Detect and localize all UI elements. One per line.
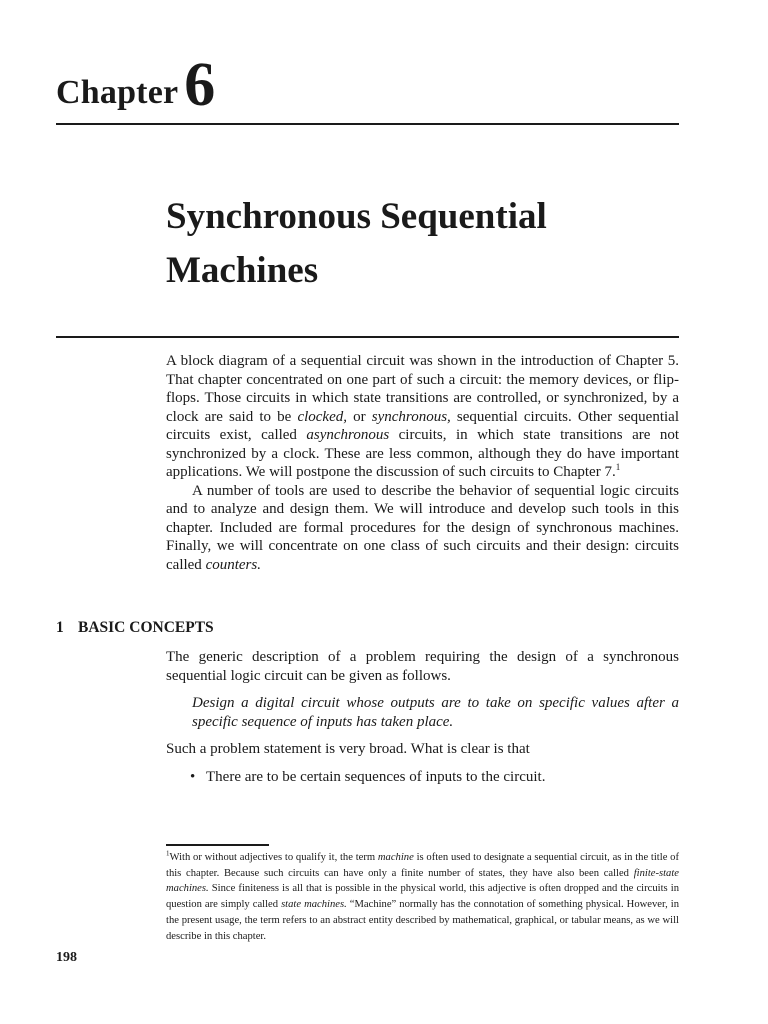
text-run: A number of tools are used to describe the behavior of sequential logic circuits and to analyze and design them. We will introduce and develop such tools in this chapter. Included are formal procedures for the design of synchronous machines. Finally, we will concentrate on one class of such circuits and their design: circuits called: [166, 482, 679, 573]
text-run: Since finiteness is all that is possible in the physical world, this adjective is often dropped and the circuits in question are simply called: [166, 883, 679, 911]
list-item-text: There are to be certain sequences of inputs to the circuit.: [206, 769, 546, 785]
text-run: circuits, in which state transitions are not synchronized by a clock. These are less common, although they do have important applications. We will postpone the discussion of such circuits to Chapter 7.: [166, 427, 679, 480]
section-paragraph-2: Such a problem statement is very broad. What is clear is that: [166, 741, 530, 757]
problem-quote: Design a digital circuit whose outputs are to take on specific values after a specific sequence of inputs has taken place.: [192, 695, 679, 730]
text-run: “Machine” normally has the connotation of something physical. However, in the present usage, the term refers to an abstract entity described by mathematical, graphical, or tabular means, as we will describe in this chapter.: [166, 899, 679, 942]
emphasis-text: finite-state machines.: [166, 867, 679, 895]
chapter-title: [166, 190, 686, 298]
list-item: [190, 768, 679, 787]
emphasis-text: machine: [377, 852, 414, 863]
emphasis-text: state machines.: [281, 899, 347, 911]
chapter-number: 6: [184, 51, 216, 119]
chapter-title-line2: Machines: [166, 250, 319, 291]
intro-paragraph-2: [166, 482, 679, 575]
intro-section: [166, 352, 679, 574]
text-run: With or without adjectives to qualify it, the term: [169, 852, 378, 863]
page-number: 198: [56, 950, 77, 965]
chapter-title-line1: Synchronous Sequential: [166, 196, 547, 237]
chapter-heading: [56, 51, 216, 119]
footnote-marker: 1: [615, 462, 621, 472]
title-rule: [56, 336, 679, 338]
footnote: [166, 850, 679, 944]
section-heading: [56, 619, 214, 637]
emphasis-text: clocked,: [297, 408, 347, 425]
text-run: A block diagram of a sequential circuit was shown in the introduction of Chapter 5. That chapter concentrated on one part of such a circuit: the memory devices, or flip-flops. Those circuits in which state transitions are controlled, or synchronized, by a clock are said to be: [166, 353, 679, 425]
text-run: sequential circuits. Other sequential circuits exist, called: [166, 408, 679, 443]
emphasis-text: counters.: [205, 556, 261, 573]
chapter-label: Chapter: [56, 74, 179, 111]
section-title: BASIC CONCEPTS: [78, 619, 214, 636]
intro-paragraph-1: [166, 352, 679, 482]
section-number: 1: [56, 619, 64, 636]
bullet-list: [190, 768, 679, 787]
footnote-marker: 1: [166, 849, 170, 858]
text-run: or: [347, 408, 372, 425]
text-run: is often used to designate a sequential circuit, as in the title of this chapter. Because such circuits can have only a finite number of states, they have also been called: [166, 852, 679, 879]
emphasis-text: synchronous,: [371, 408, 451, 425]
emphasis-text: asynchronous: [306, 427, 390, 443]
top-rule: [56, 123, 679, 125]
bullet-marker: •: [190, 769, 196, 785]
footnote-rule: [166, 844, 269, 846]
section-paragraph-1: The generic description of a problem requiring the design of a synchronous sequential logic circuit can be given as follows.: [166, 649, 679, 684]
